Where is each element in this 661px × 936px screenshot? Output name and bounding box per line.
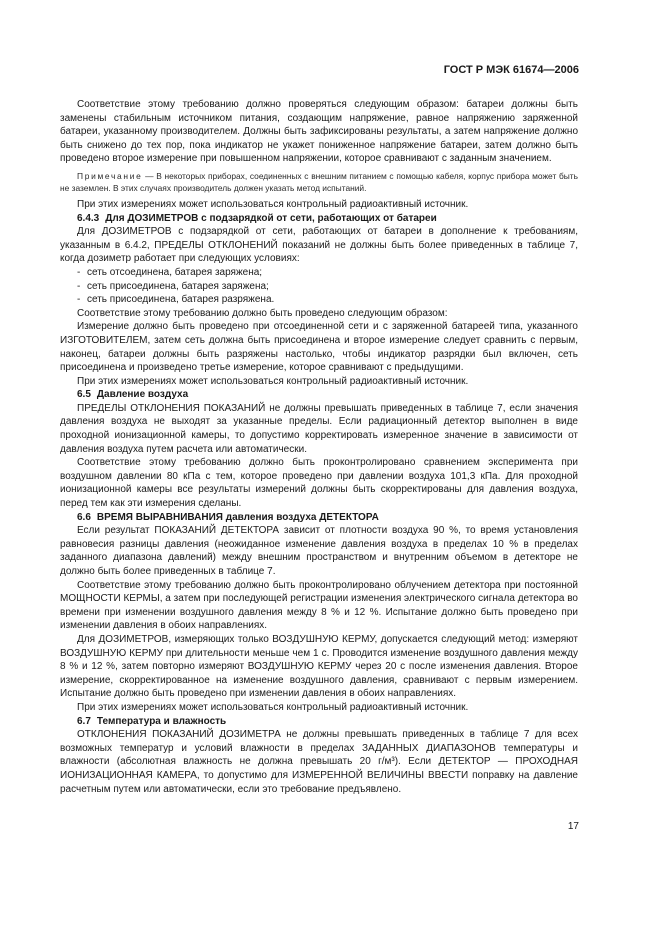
- paragraph: При этих измерениях может использоваться контрольный радиоактивный источник.: [77, 198, 469, 210]
- list-item: - сеть присоединена, батарея разряжена.: [77, 294, 275, 306]
- paragraph: Соответствие этому требованию должно быть проконтролировано сравнением эксперимента при воздушном давлении 80 кПа с тем, которое проведено при давлении воздуха 101,3 кПа. Для проходной ионизационной камеры все результаты измерений должны быть скорректированы для давления воздуха, перед тем как эти измерения сделаны.: [60, 457, 578, 510]
- section-heading-6-5: [60, 388, 578, 402]
- paragraph: Соответствие этому требованию должно быть проконтролировано облучением детектора при постоянной МОЩНОСТИ КЕРМЫ, а затем при последующей регистрации изменения электрического сигнала детектора во времени при изменении воздушного давления между 8 % и 12 %. Испытание должно быть проведено при изменении давления в обоих направлениях.: [60, 579, 578, 632]
- page-number: 17: [567, 821, 579, 832]
- note-label: Примечание: [77, 170, 143, 181]
- section-number: 6.7: [77, 715, 91, 727]
- list-item-text: сеть присоединена, батарея разряжена.: [87, 294, 275, 306]
- section-number: 6.6: [77, 511, 91, 523]
- paragraph: Для ДОЗИМЕТРОВ, измеряющих только ВОЗДУШНУЮ КЕРМУ, допускается следующий метод: измеряют ВОЗДУШНУЮ КЕРМУ при длительности меньше чем 1 с. Проводится изменение воздушного давления между 8 % и 12 %, затем повторно измеряют ВОЗДУШНУЮ КЕРМУ через 20 с после изменения давления. Второе измерение, скорректированное на изменение воздушного давления, сравнивают с первым измерением. Испытание должно быть проведено при изменении давления в обоих направлениях.: [60, 633, 578, 700]
- note-text: — В некоторых приборах, соединенных с внешним питанием с помощью кабеля, корпус прибора может быть не заземлен. В этих случаях производитель должен указать метод испытаний.: [60, 170, 578, 193]
- section-heading-6-7: [60, 715, 578, 729]
- paragraph: Измерение должно быть проведено при отсоединенной сети и с заряженной батареей типа, указанного ИЗГОТОВИТЕЛЕМ, затем сеть должна быть присоединена и второе измерение следует сравнить с первым, наконец, батареи должны быть разряжены настолько, чтобы индикатор разрядки был включен, сеть присоединена и произведено третье измерение, которое сравнивают с предыдущими.: [60, 321, 578, 374]
- section-title: Давление воздуха: [96, 389, 189, 401]
- section-title: ВРЕМЯ ВЫРАВНИВАНИЯ давления воздуха ДЕТЕКТОРА: [96, 511, 379, 523]
- paragraph: Для ДОЗИМЕТРОВ с подзарядкой от сети, работающих от батареи в дополнение к требованиям, указанным в 6.4.2, ПРЕДЕЛЫ ОТКЛОНЕНИЙ показаний не должны быть более приведенных в таблице 7, когда дозиметр работает при следующих условиях:: [60, 226, 578, 265]
- list-item-text: сеть отсоединена, батарея заряжена;: [87, 266, 263, 278]
- list-item: - сеть отсоединена, батарея заряжена;: [77, 266, 263, 278]
- section-number: 6.4.3: [77, 212, 100, 224]
- document-code: ГОСТ Р МЭК 61674—2006: [443, 64, 579, 76]
- document-body: [60, 98, 578, 796]
- list-item-text: сеть присоединена, батарея заряжена;: [87, 280, 269, 292]
- paragraph: ПРЕДЕЛЫ ОТКЛОНЕНИЯ ПОКАЗАНИЙ не должны превышать приведенных в таблице 7, если значения давления воздуха не выходят за указанные пределы. Если радиационный детектор выполнен в виде проходной ионизационной камеры, то допустимо корректировать измеренное значение в зависимости от давления воздуха путем расчета или автоматически.: [60, 402, 578, 455]
- section-number: 6.5: [77, 389, 91, 401]
- paragraph: При этих измерениях может использоваться контрольный радиоактивный источник.: [77, 701, 469, 713]
- paragraph: ОТКЛОНЕНИЯ ПОКАЗАНИЙ ДОЗИМЕТРА не должны превышать приведенных в таблице 7 для всех возможных температур и условий влажности в пределах ЗАДАННЫХ ДИАПАЗОНОВ температуры и влажности (абсолютная влажность не должна превышать 20 г/м³). Если ДЕТЕКТОР — ПРОХОДНАЯ ИОНИЗАЦИОННАЯ КАМЕРА, то допустимо для ИЗМЕРЕННОЙ ВЕЛИЧИНЫ ВВЕСТИ поправку на давление расчетным путем или автоматически, если это требование предъявлено.: [60, 729, 578, 795]
- section-title: Температура и влажность: [96, 715, 227, 727]
- section-title: Для ДОЗИМЕТРОВ с подзарядкой от сети, работающих от батареи: [105, 212, 437, 224]
- note: [60, 170, 578, 194]
- section-heading-6-4-3: [60, 212, 578, 226]
- paragraph: Если результат ПОКАЗАНИЙ ДЕТЕКТОРА зависит от плотности воздуха 90 %, то время установления равновесия разницы давления (неожиданное изменение давления воздуха в пределах 10 % в пределах заданного диапазона давлений) между внешним пространством и внутренним объемом в детекторе не должно быть более приведенных в таблице 7.: [60, 525, 578, 577]
- paragraph: Соответствие этому требованию должно проверяться следующим образом: батареи должны быть заменены стабильным источником питания, создающим напряжение, равное напряжению заряженной батареи, указанному производителем. Должны быть зафиксированы результаты, а затем напряжение должно быть снижено до тех пор, пока индикатор не укажет пониженное напряжение батареи, затем должно быть проведено второе измерение при повышенном напряжении, которое сравнивают с заданным значением.: [60, 99, 578, 165]
- paragraph: Соответствие этому требованию должно быть проведено следующим образом:: [77, 307, 448, 319]
- list-item: - сеть присоединена, батарея заряжена;: [77, 280, 269, 292]
- paragraph: При этих измерениях может использоваться контрольный радиоактивный источник.: [77, 375, 469, 387]
- section-heading-6-6: [60, 511, 578, 525]
